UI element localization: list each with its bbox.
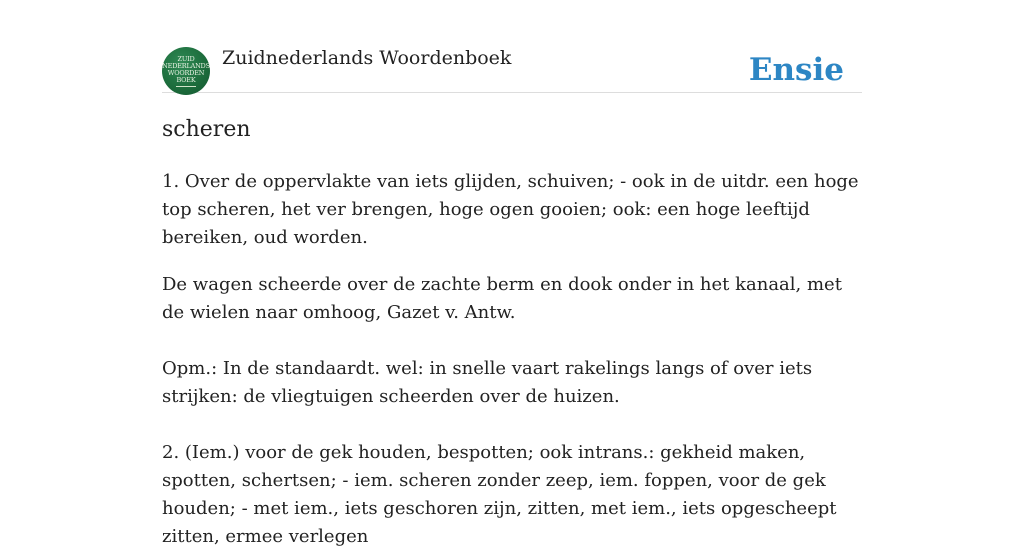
spacer bbox=[162, 327, 862, 355]
definition-paragraph: 2. (Iem.) voor de gek houden, bespotten; ook intrans.: gekheid maken, spotten, schertsen; - iem. scheren zonder zeep, iem. foppen, voor de gek houden; - met iem., iets geschoren zijn, zitten, met iem., iets opgescheept zitten, ermee verlegen bbox=[162, 442, 837, 547]
spacer bbox=[162, 411, 862, 439]
logo-text-line: BOEK bbox=[176, 75, 196, 84]
definition-body bbox=[162, 168, 862, 551]
logo-text-line: ZUID bbox=[177, 54, 195, 63]
note-paragraph: Opm.: In de standaardt. wel: in snelle vaart rakelings langs of over iets strijken: de vliegtuigen scheerden over de huizen. bbox=[162, 358, 813, 407]
ensie-brand-link[interactable]: Ensie bbox=[748, 52, 844, 88]
logo-rule bbox=[176, 86, 196, 87]
logo-text-line: WOORDEN bbox=[167, 68, 205, 77]
definition-paragraph: 1. Over de oppervlakte van iets glijden, schuiven; - ook in de uitdr. een hoge top scheren, het ver brengen, hoge ogen gooien; ook: een hoge leeftijd bereiken, oud worden. bbox=[162, 171, 859, 248]
header bbox=[162, 0, 862, 93]
example-paragraph: De wagen scheerde over de zachte berm en dook onder in het kanaal, met de wielen naar omhoog, Gazet v. Antw. bbox=[162, 274, 842, 323]
page-container bbox=[162, 0, 862, 547]
logo-text-line: NEDERLANDS bbox=[162, 61, 210, 70]
dictionary-logo[interactable] bbox=[162, 47, 210, 95]
entry-title: scheren bbox=[162, 117, 251, 142]
dictionary-title-link[interactable]: Zuidnederlands Woordenboek bbox=[222, 47, 512, 69]
